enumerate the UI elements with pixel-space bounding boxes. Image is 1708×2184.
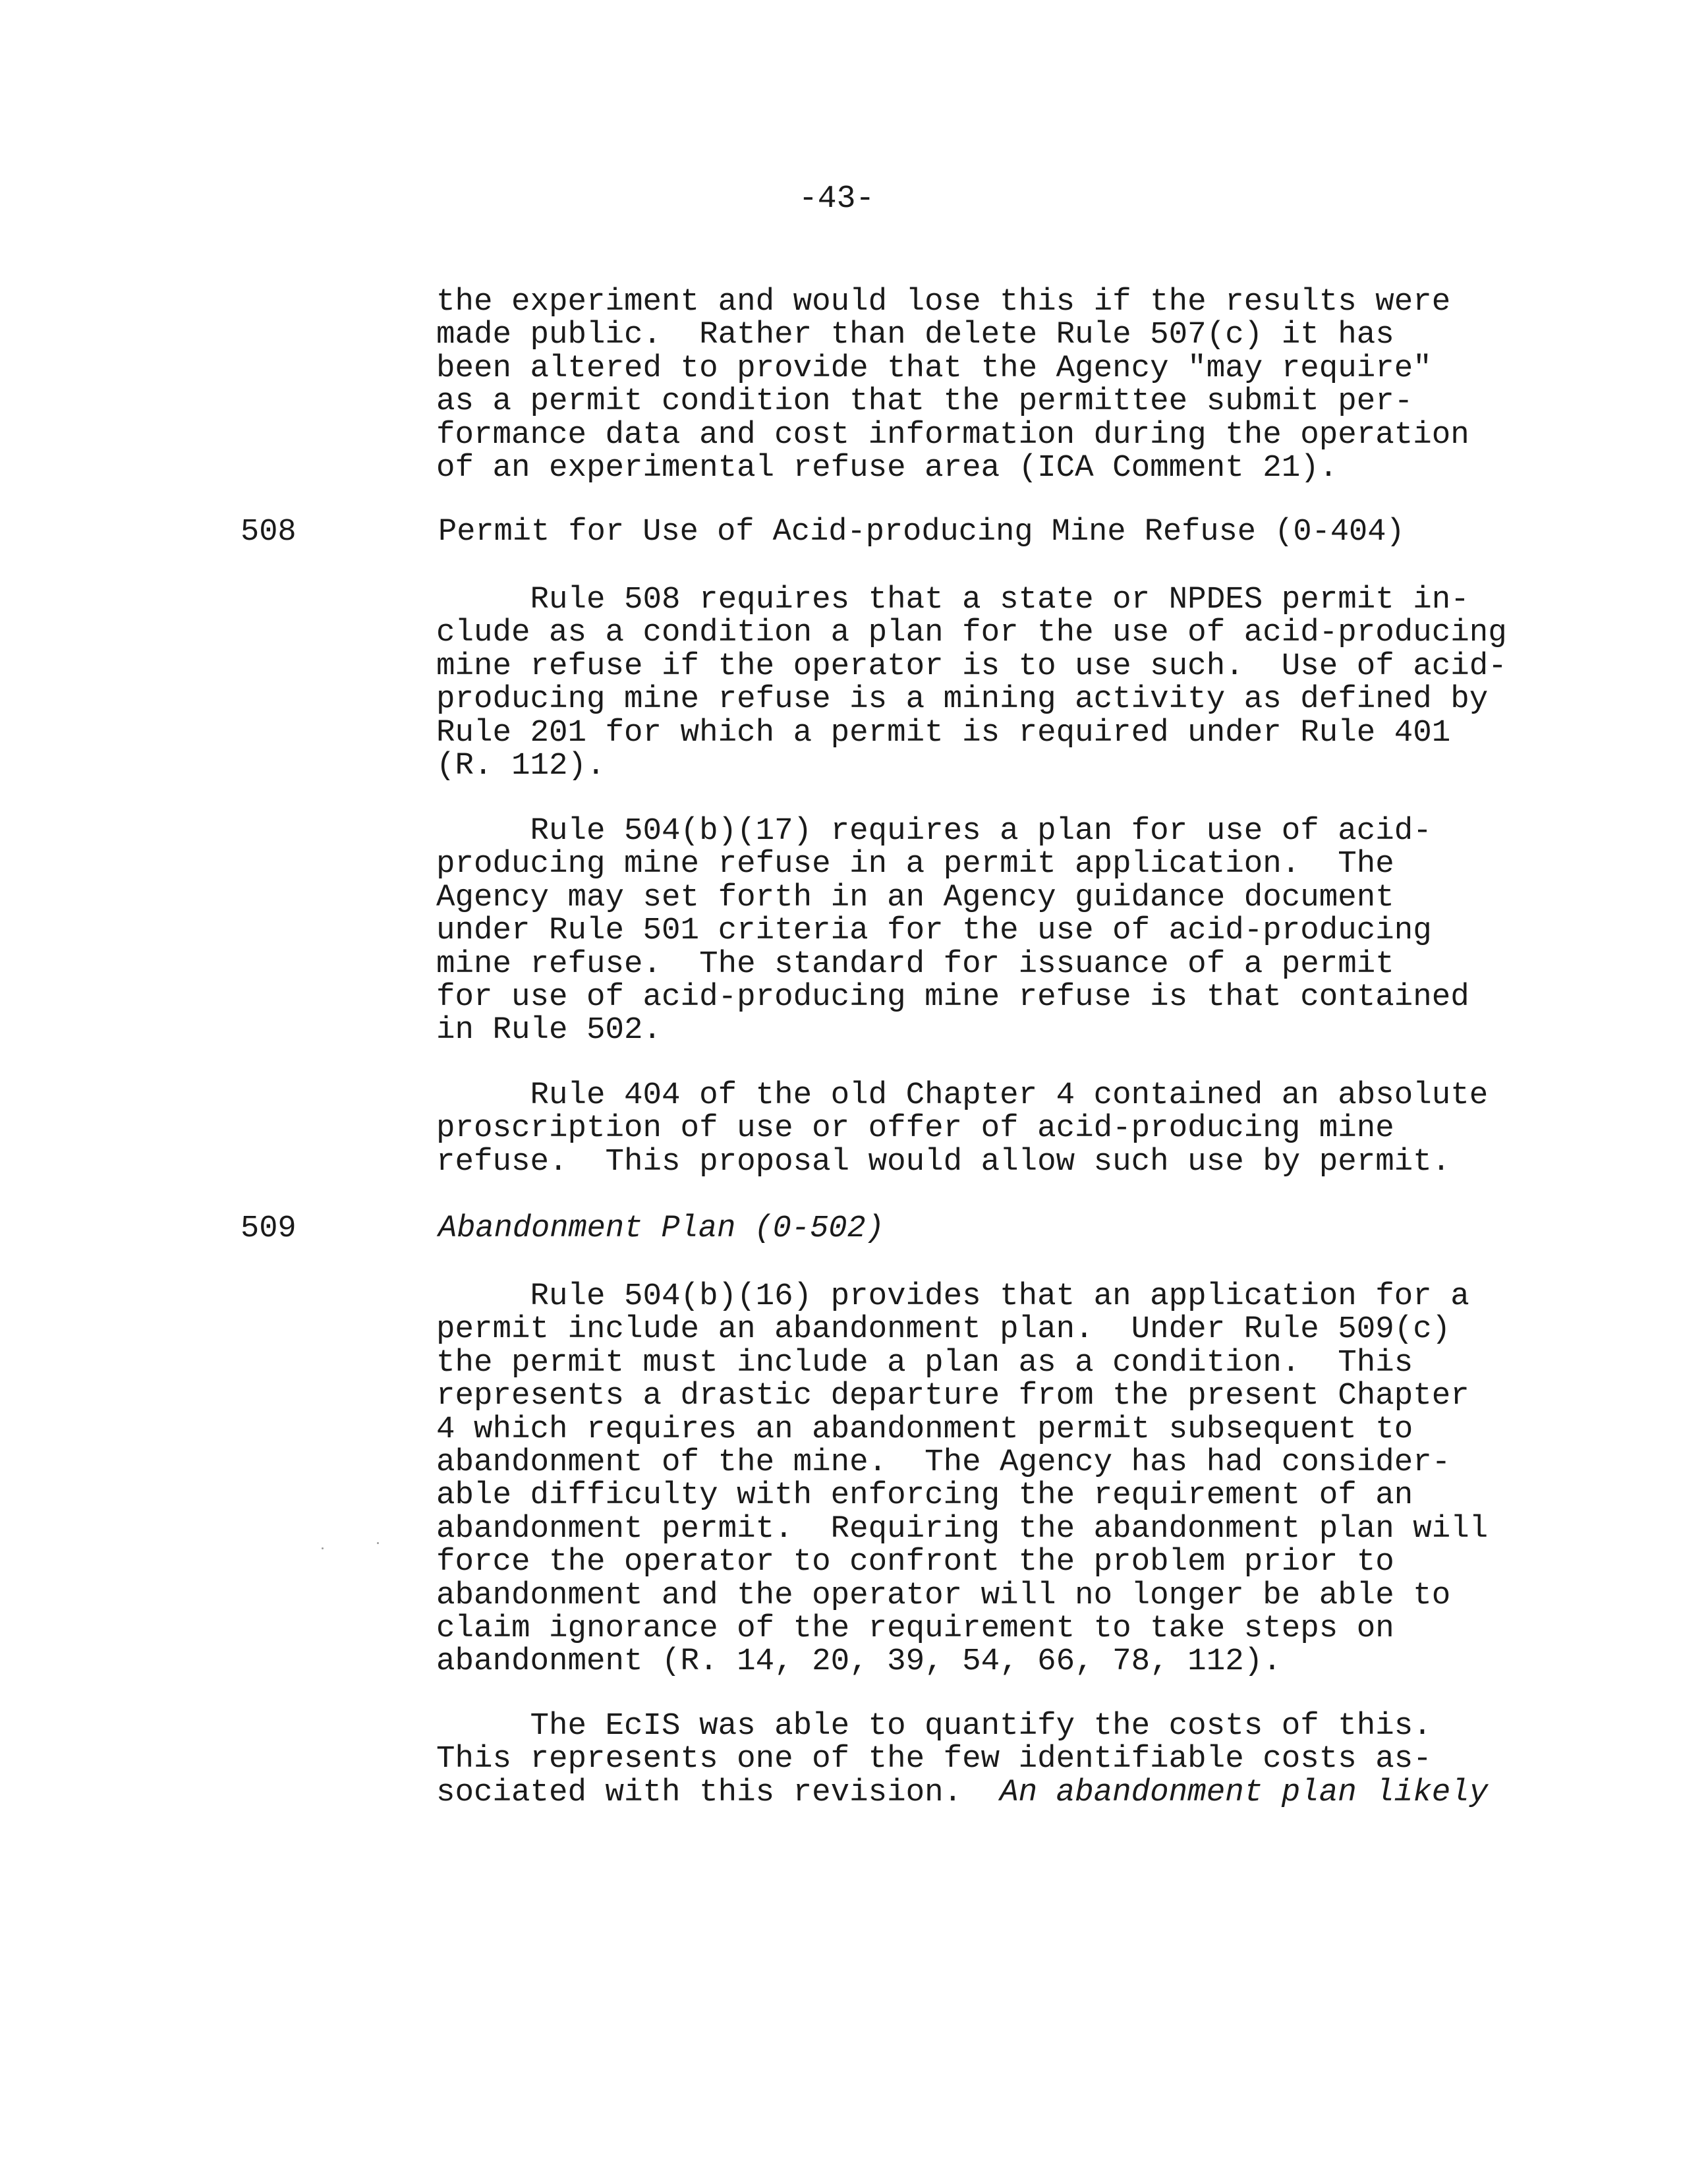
text-line: Rule 504(b)(16) provides that an application for a: [436, 1279, 1469, 1314]
text-line: Rule 508 requires that a state or NPDES permit in-: [436, 582, 1469, 618]
text-line: Rule 201 for which a permit is required under Rule 401: [436, 714, 1451, 751]
scan-speck: [377, 1542, 379, 1544]
text-line: of an experimental refuse area (ICA Comment 21).: [436, 449, 1338, 486]
text-line: This represents one of the few identifiable costs as-: [436, 1741, 1432, 1777]
text-run: sociated with this revision.: [436, 1774, 1000, 1810]
text-line: abandonment and the operator will no longer be able to: [436, 1577, 1451, 1613]
text-line: Rule 504(b)(17) requires a plan for use of acid-: [436, 813, 1432, 849]
text-line: Agency may set forth in an Agency guidance document: [436, 879, 1394, 915]
italic-text-run: An abandonment plan likely: [1000, 1774, 1489, 1810]
text-line: abandonment (R. 14, 20, 39, 54, 66, 78, 112).: [436, 1644, 1282, 1680]
text-line: as a permit condition that the permittee submit per-: [436, 384, 1413, 420]
section-508-paragraph-2: [436, 815, 1596, 1047]
text-line: mine refuse. The standard for issuance of a permit: [436, 946, 1394, 982]
text-line: 4 which requires an abandonment permit subsequent to: [436, 1411, 1413, 1447]
text-line: permit include an abandonment plan. Under Rule 509(c): [436, 1311, 1451, 1348]
text-line: proscription of use or offer of acid-producing mine: [436, 1110, 1394, 1147]
text-line: clude as a condition a plan for the use of acid-producing: [436, 615, 1507, 651]
scan-speck: [322, 1547, 324, 1549]
text-line: the permit must include a plan as a condition. This: [436, 1344, 1413, 1381]
text-line: formance data and cost information during the operation: [436, 417, 1469, 453]
section-509-paragraph-1: [436, 1280, 1596, 1679]
text-line: under Rule 501 criteria for the use of acid-producing: [436, 913, 1432, 949]
section-508-paragraph-3: [436, 1079, 1596, 1178]
text-line: the experiment and would lose this if the results were: [436, 284, 1451, 320]
text-line: abandonment of the mine. The Agency has had consider-: [436, 1444, 1451, 1480]
text-line: producing mine refuse in a permit application. The: [436, 846, 1394, 882]
text-line: refuse. This proposal would allow such use by permit.: [436, 1143, 1451, 1180]
text-line: Rule 404 of the old Chapter 4 contained an absolute: [436, 1078, 1489, 1113]
rule-number-509: 509: [241, 1211, 297, 1246]
text-line: [436, 1776, 1596, 1809]
intro-paragraph: [436, 285, 1596, 484]
section-509-paragraph-2: [436, 1710, 1596, 1809]
section-heading-509: Abandonment Plan (0-502): [438, 1211, 884, 1246]
text-line: made public. Rather than delete Rule 507(c) it has: [436, 317, 1394, 353]
text-line: for use of acid-producing mine refuse is that contained: [436, 979, 1469, 1015]
text-line: able difficulty with enforcing the requirement of an: [436, 1478, 1413, 1514]
section-heading-508: Permit for Use of Acid-producing Mine Refuse (0-404): [438, 515, 1405, 550]
text-line: producing mine refuse is a mining activity as defined by: [436, 681, 1489, 718]
rule-number-508: 508: [241, 515, 297, 550]
text-line: mine refuse if the operator is to use such. Use of acid-: [436, 648, 1507, 684]
text-line: been altered to provide that the Agency "may require": [436, 350, 1432, 386]
text-line: in Rule 502.: [436, 1012, 662, 1049]
text-line: force the operator to confront the problem prior to: [436, 1544, 1394, 1580]
page-number: -43-: [799, 181, 875, 217]
text-line: claim ignorance of the requirement to take steps on: [436, 1610, 1394, 1646]
text-line: (R. 112).: [436, 747, 606, 784]
text-line: represents a drastic departure from the present Chapter: [436, 1378, 1469, 1414]
text-line: The EcIS was able to quantify the costs of this.: [436, 1708, 1432, 1744]
section-508-paragraph-1: [436, 583, 1596, 782]
text-line: abandonment permit. Requiring the abandonment plan will: [436, 1510, 1489, 1547]
